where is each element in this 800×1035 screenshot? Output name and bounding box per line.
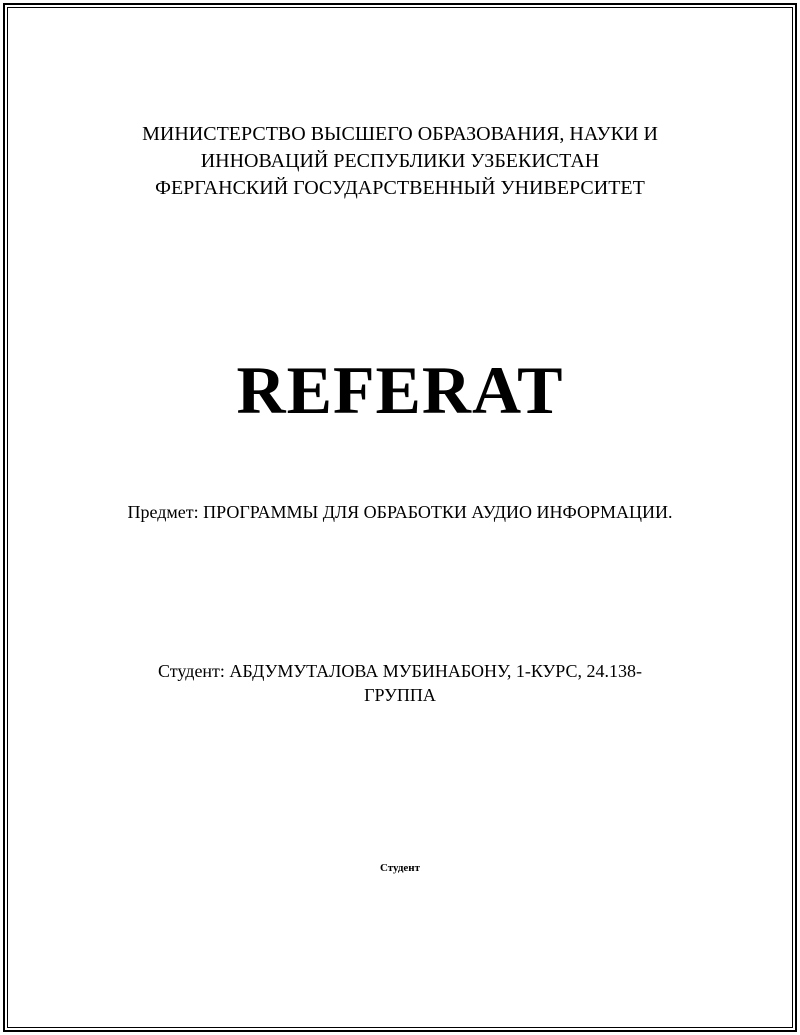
subject-line: Предмет: ПРОГРАММЫ ДЛЯ ОБРАБОТКИ АУДИО ИНФОРМАЦИИ. xyxy=(127,502,673,522)
student-footer-label: Студент xyxy=(379,862,421,874)
student-line-2: ГРУППА xyxy=(364,685,436,705)
document-title: REFERAT xyxy=(236,352,564,428)
student-line-1: Студент: АБДУМУТАЛОВА МУБИНАБОНУ, 1-КУРС, 24.138- xyxy=(158,661,642,681)
ministry-line-2: ИННОВАЦИЙ РЕСПУБЛИКИ УЗБЕКИСТАН xyxy=(200,150,600,172)
ministry-line-1: МИНИСТЕРСТВО ВЫСШЕГО ОБРАЗОВАНИЯ, НАУКИ И xyxy=(142,123,658,145)
university-line: ФЕРГАНСКИЙ ГОСУДАРСТВЕННЫЙ УНИВЕРСИТЕТ xyxy=(155,177,645,199)
